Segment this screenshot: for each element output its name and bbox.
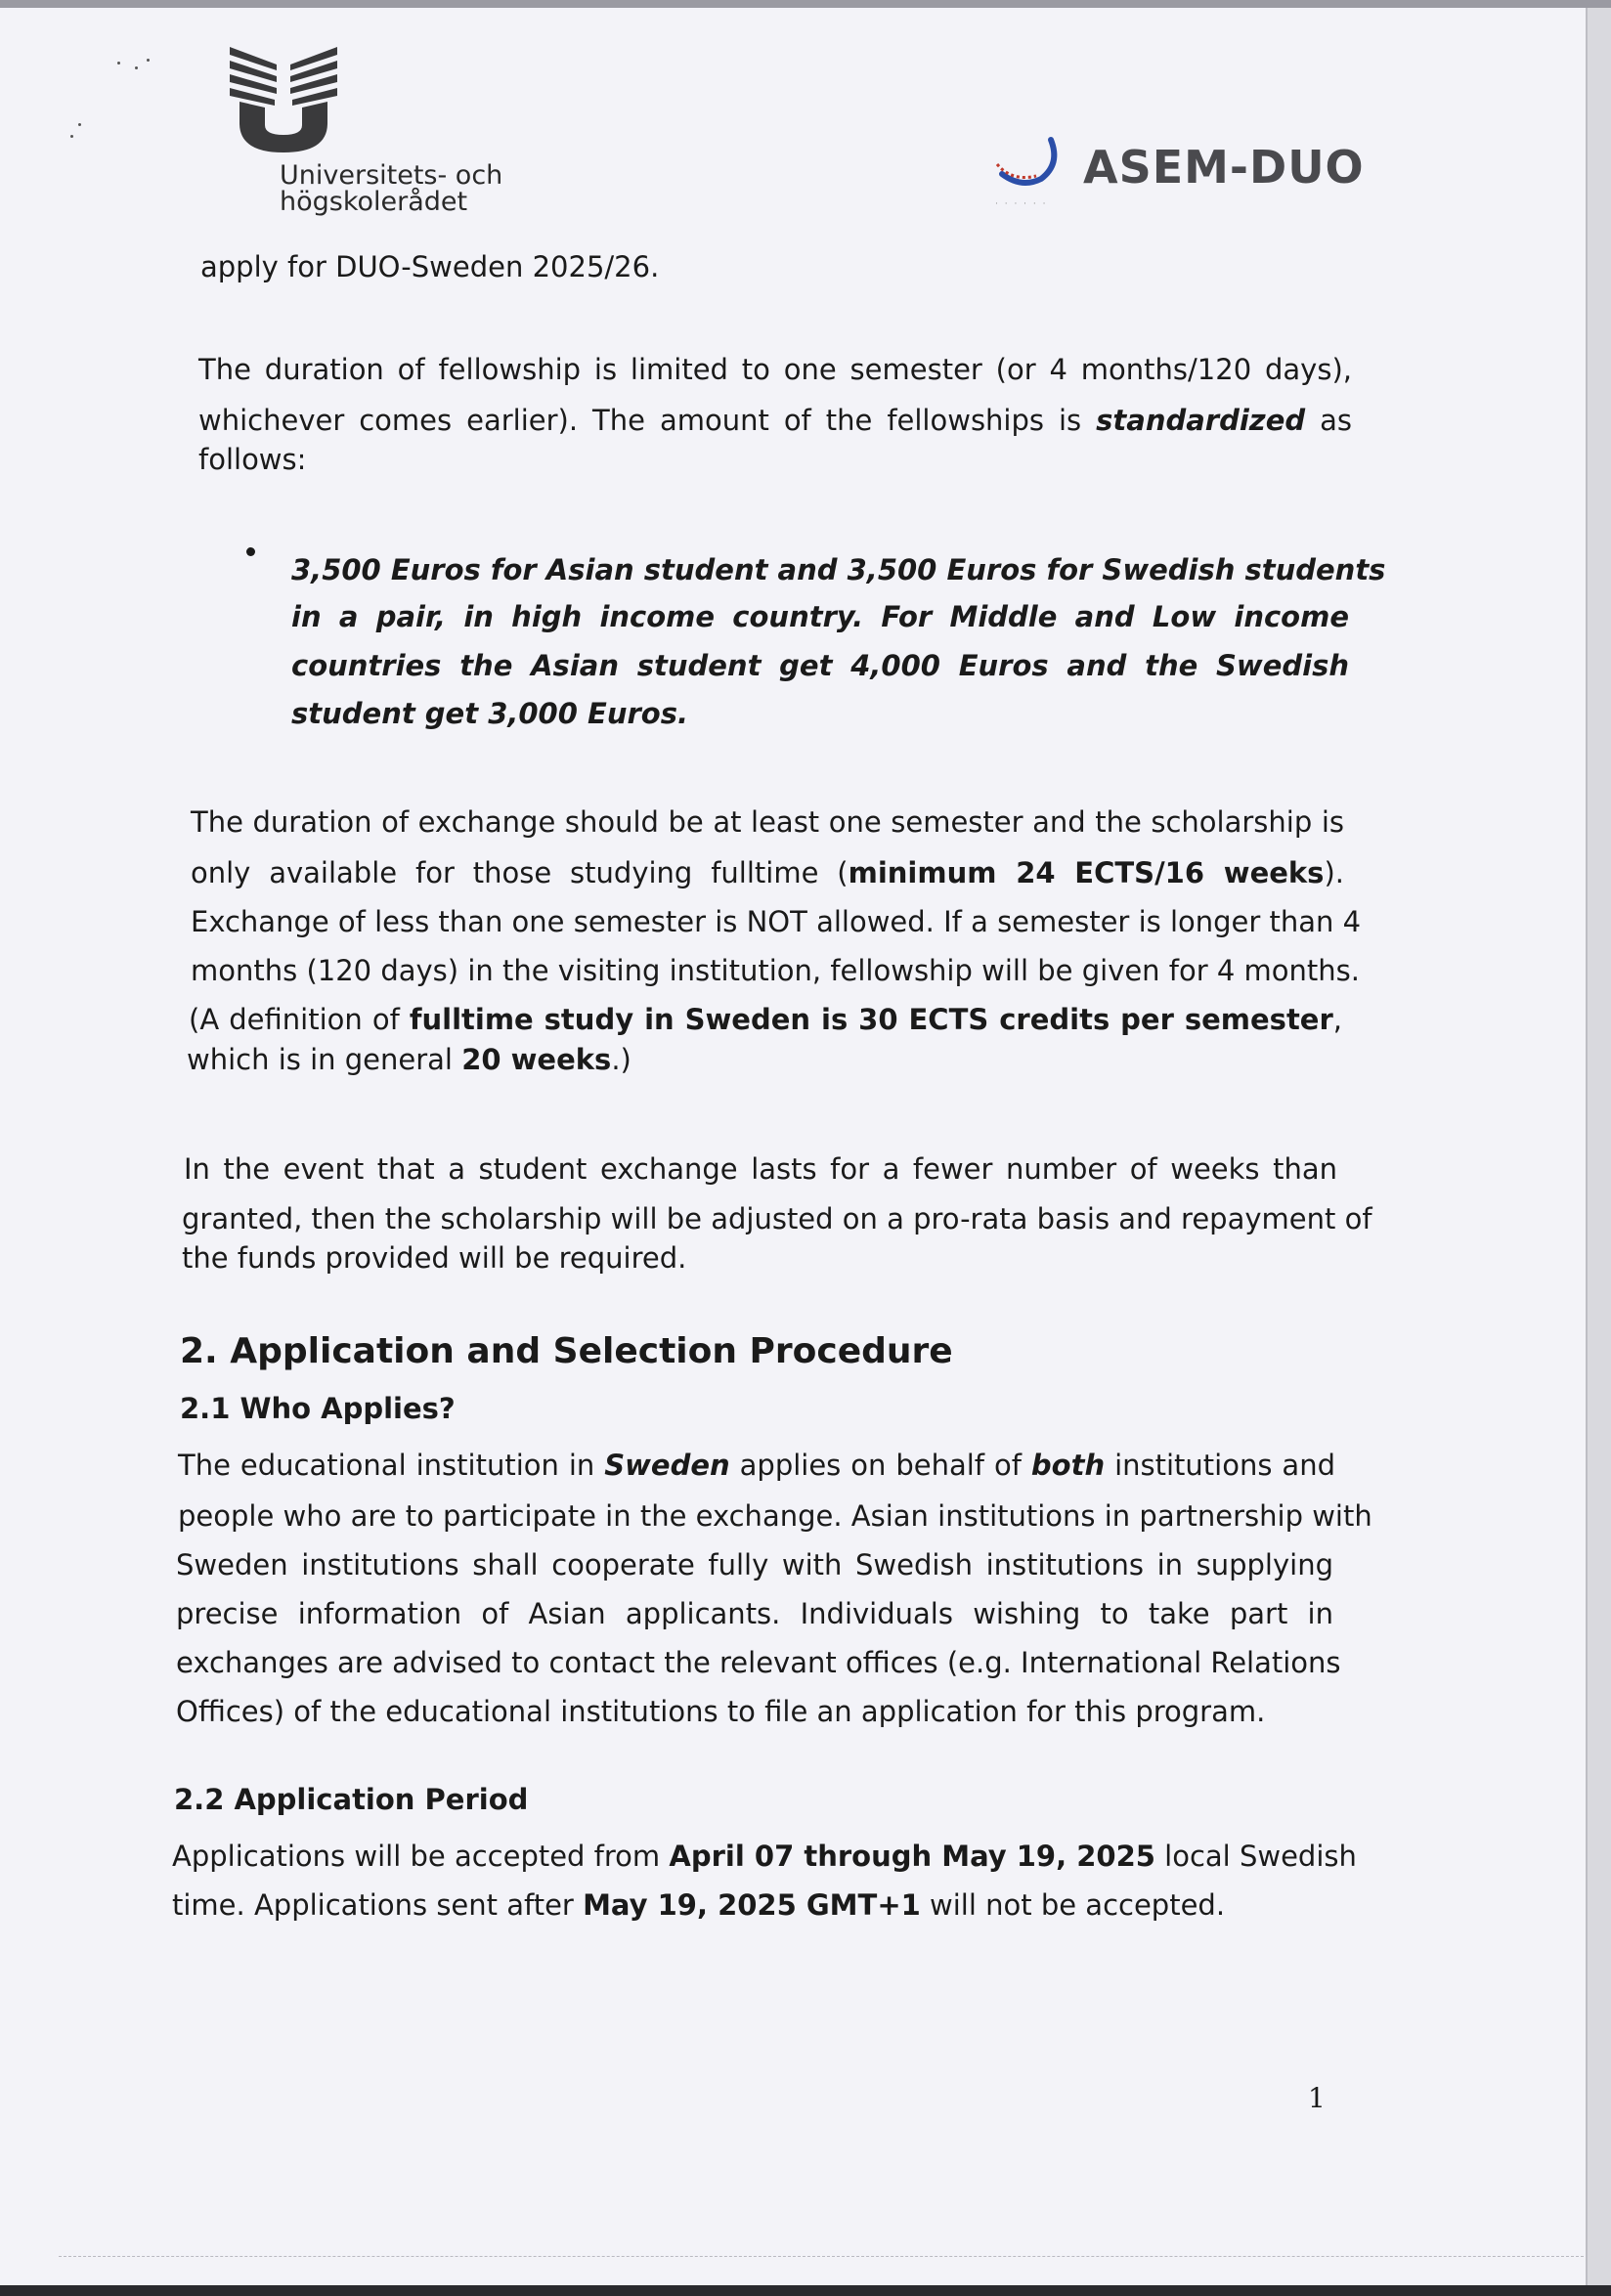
text-span: Sweden institutions shall cooperate fully with Swedish institutions in supplying <box>176 1548 1333 1581</box>
text-span: the funds provided will be required. <box>182 1241 687 1275</box>
text-span: people who are to participate in the exchange. Asian institutions in partnership with <box>178 1499 1372 1533</box>
bullet-line3 <box>291 641 1349 691</box>
intro-text: apply for DUO-Sweden 2025/26. <box>200 250 660 283</box>
asem-logo-subtext: · · · · · · <box>995 199 1048 209</box>
exchange-duration-line4 <box>191 946 1360 996</box>
application-period-line2 <box>172 1881 1225 1930</box>
emphasis-deadline: May 19, 2025 GMT+1 <box>583 1888 921 1922</box>
text-span: ). <box>1324 856 1344 889</box>
fellowship-duration-line1 <box>198 345 1352 395</box>
exchange-duration-line1 <box>191 798 1344 847</box>
bullet-line4 <box>291 689 688 739</box>
section-2-1-heading: 2.1 Who Applies? <box>180 1392 456 1425</box>
text-span: precise information of Asian applicants. Individuals wishing to take part in <box>176 1597 1333 1630</box>
scan-speck <box>78 123 81 126</box>
section-2-heading: 2. Application and Selection Procedure <box>180 1331 953 1371</box>
emphasis-weeks: 20 weeks <box>461 1043 612 1076</box>
fellowship-duration-line2 <box>198 396 1352 446</box>
text-span: The duration of fellowship is limited to one semester (or 4 months/120 days), <box>198 353 1352 386</box>
text-span: whichever comes earlier). The amount of the fellowships is <box>198 404 1097 437</box>
text-span: follows: <box>198 443 307 476</box>
text-span: only available for those studying fulltime ( <box>191 856 849 889</box>
text-span: in a pair, in high income country. For Middle and Low income <box>291 600 1349 633</box>
text-span: institutions and <box>1105 1449 1335 1482</box>
intro-line <box>200 242 659 292</box>
emphasis-sweden: Sweden <box>604 1449 730 1482</box>
who-applies-line5 <box>176 1638 1341 1688</box>
who-applies-line4 <box>176 1589 1333 1639</box>
scan-speck <box>117 62 120 65</box>
page-number: 1 <box>1308 2082 1326 2114</box>
emphasis-standardized: standardized <box>1096 404 1306 437</box>
text-span: exchanges are advised to contact the relevant offices (e.g. International Relations <box>176 1646 1341 1679</box>
text-span: months (120 days) in the visiting institution, fellowship will be given for 4 months. <box>191 954 1360 987</box>
who-applies-line2 <box>178 1492 1372 1541</box>
asem-swoosh-icon <box>992 135 1070 194</box>
emphasis-application-dates: April 07 through May 19, 2025 <box>669 1840 1155 1873</box>
text-span: which is in general <box>187 1043 462 1076</box>
exchange-duration-line6 <box>187 1035 631 1085</box>
document-page <box>0 8 1588 2285</box>
text-span: granted, then the scholarship will be adjusted on a pro-rata basis and repayment of <box>182 1202 1372 1235</box>
text-span: time. Applications sent after <box>172 1888 584 1922</box>
text-span: 3,500 Euros for Asian student and 3,500 Euros for Swedish students <box>291 553 1386 586</box>
exchange-duration-line2 <box>191 848 1344 898</box>
scan-dash-line <box>59 2256 1584 2257</box>
text-span: The educational institution in <box>178 1449 605 1482</box>
scan-speck <box>70 135 73 138</box>
bullet-line2 <box>291 592 1349 642</box>
bullet-line1 <box>291 545 1386 595</box>
text-span: Exchange of less than one semester is NOT allowed. If a semester is longer than 4 <box>191 905 1362 938</box>
who-applies-line3 <box>176 1540 1333 1590</box>
emphasis-fulltime: fulltime study in Sweden is 30 ECTS credits per semester <box>409 1003 1333 1036</box>
text-span: Offices) of the educational institutions to file an application for this program. <box>176 1695 1266 1728</box>
scan-speck <box>135 66 138 69</box>
section-2-2-heading: 2.2 Application Period <box>174 1783 529 1816</box>
who-applies-line1 <box>178 1441 1335 1491</box>
text-span: will not be accepted. <box>920 1888 1226 1922</box>
pro-rata-line3 <box>182 1234 686 1283</box>
text-span: , <box>1332 1003 1342 1036</box>
uhr-name <box>280 162 502 215</box>
exchange-duration-line3 <box>191 897 1362 947</box>
text-span: applies on behalf of <box>729 1449 1031 1482</box>
text-span: In the event that a student exchange lasts for a fewer number of weeks than <box>184 1152 1337 1186</box>
text-span: countries the Asian student get 4,000 Euros and the Swedish <box>291 649 1349 682</box>
uhr-name-line1: Universitets- och <box>280 160 503 191</box>
fellowship-duration-line3 <box>198 435 306 485</box>
who-applies-line6 <box>176 1687 1265 1737</box>
scan-speck <box>147 59 150 62</box>
text-span: local Swedish <box>1154 1840 1357 1873</box>
bullet-icon <box>246 547 255 556</box>
uhr-logo-icon <box>230 47 337 154</box>
scan-top-edge <box>0 0 1611 8</box>
text-span: Applications will be accepted from <box>172 1840 670 1873</box>
text-span: The duration of exchange should be at least one semester and the scholarship is <box>191 805 1344 839</box>
asem-duo-logo-text: ASEM-DUO <box>1083 141 1365 194</box>
text-span: student get 3,000 Euros. <box>291 697 688 730</box>
scan-bottom-edge <box>0 2285 1611 2296</box>
pro-rata-line1 <box>184 1145 1337 1194</box>
text-span: as <box>1305 404 1352 437</box>
text-span: (A definition of <box>189 1003 410 1036</box>
application-period-line1 <box>172 1832 1357 1882</box>
text-span: .) <box>611 1043 631 1076</box>
uhr-name-line2: högskolerådet <box>280 187 468 217</box>
emphasis-both: both <box>1030 1449 1106 1482</box>
emphasis-minimum: minimum 24 ECTS/16 weeks <box>848 856 1325 889</box>
